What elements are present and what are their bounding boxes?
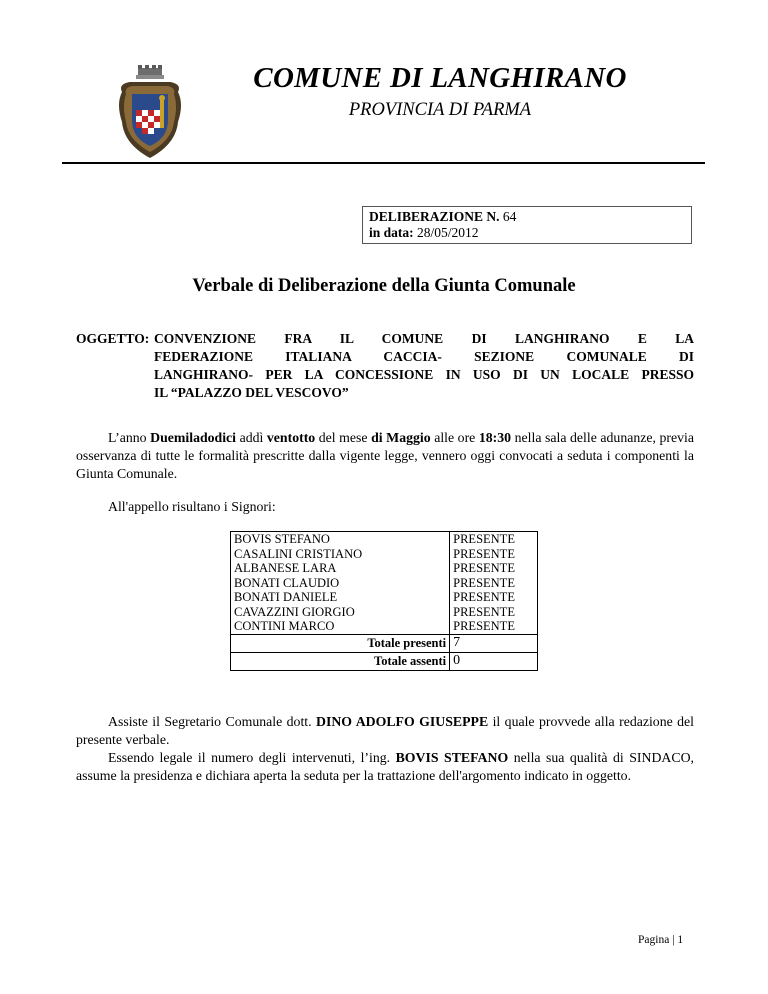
member-name: BONATI CLAUDIO xyxy=(234,575,340,590)
member-status: PRESENTE xyxy=(450,532,538,547)
document-heading: Verbale di Deliberazione della Giunta Comunale xyxy=(192,276,576,296)
intro-text: L’anno xyxy=(108,430,151,445)
header-divider xyxy=(62,162,705,164)
total-absent-label: Totale assenti xyxy=(231,652,450,670)
closing-line-1 xyxy=(76,713,694,749)
intro-text: del mese xyxy=(315,430,372,445)
member-name: BONATI DANIELE xyxy=(234,590,338,605)
table-row xyxy=(231,561,538,576)
closing-text: nella sua qualità di SINDACO, assume la presidenza e dichiara aperta la seduta per la trattazione dell'argomento indicato in oggetto. xyxy=(76,750,694,783)
closing-text: Essendo legale il numero degli intervenuti, l’ing. xyxy=(108,750,396,765)
page-subtitle: PROVINCIA DI PARMA xyxy=(348,100,532,120)
table-row xyxy=(231,619,538,634)
member-status: PRESENTE xyxy=(450,547,538,562)
page-number: Pagina | 1 xyxy=(638,934,684,946)
intro-year: Duemiladodici xyxy=(150,430,237,445)
table-row xyxy=(231,576,538,591)
page-title: COMUNE DI LANGHIRANO xyxy=(253,62,627,94)
total-present-label: Totale presenti xyxy=(231,634,450,652)
total-present-value: 7 xyxy=(450,634,538,652)
intro-text: alle ore xyxy=(430,430,479,445)
intro-text: addì xyxy=(236,430,267,445)
total-absent-row xyxy=(231,652,538,670)
closing-line-2 xyxy=(76,749,694,785)
total-absent-value: 0 xyxy=(450,652,538,670)
mayor-name: BOVIS STEFANO xyxy=(395,750,509,765)
table-row xyxy=(231,590,538,605)
member-status: PRESENTE xyxy=(450,605,538,620)
deliberation-number-label: DELIBERAZIONE N. xyxy=(369,209,500,224)
oggetto-section xyxy=(76,330,694,402)
comune-crest-logo xyxy=(112,64,188,164)
oggetto-line: FEDERAZIONE ITALIANA CACCIA- SEZIONE COMUNALE DI xyxy=(154,349,694,364)
closing-text: Assiste il Segretario Comunale dott. xyxy=(108,714,316,729)
intro-day: ventotto xyxy=(266,430,316,445)
deliberation-number: 64 xyxy=(502,209,517,224)
member-name: ALBANESE LARA xyxy=(234,561,337,576)
table-row xyxy=(231,605,538,620)
member-name: CAVAZZINI GIORGIO xyxy=(234,604,355,619)
deliberation-number-line xyxy=(369,209,685,225)
member-name: CONTINI MARCO xyxy=(234,619,335,634)
closing-paragraph xyxy=(76,713,694,785)
table-row xyxy=(231,532,538,547)
intro-text: nella sala delle adunanze, previa osservanza di tutte le formalità prescritte dalla vigente legge, vennero oggi convocati a seduta i componenti la Giunta Comunale. xyxy=(76,430,694,481)
attendance-table xyxy=(230,531,538,671)
deliberation-date-line xyxy=(369,225,685,241)
secretary-name: DINO ADOLFO GIUSEPPE xyxy=(316,714,489,729)
closing-text: il quale provvede alla redazione del presente verbale. xyxy=(76,714,695,747)
intro-paragraph xyxy=(76,429,694,483)
table-row xyxy=(231,547,538,562)
oggetto-line: CONVENZIONE FRA IL COMUNE DI LANGHIRANO E LA xyxy=(154,331,694,346)
member-status: PRESENTE xyxy=(450,561,538,576)
member-name: CASALINI CRISTIANO xyxy=(234,546,363,561)
deliberation-box xyxy=(362,206,692,244)
deliberation-date: 28/05/2012 xyxy=(417,225,479,240)
appello-text: All'appello risultano i Signori: xyxy=(108,499,276,514)
member-name: BOVIS STEFANO xyxy=(234,532,330,547)
member-status: PRESENTE xyxy=(450,590,538,605)
member-status: PRESENTE xyxy=(450,576,538,591)
oggetto-line: LANGHIRANO- PER LA CONCESSIONE IN USO DI UN LOCALE PRESSO xyxy=(154,367,694,382)
oggetto-label: OGGETTO: xyxy=(76,331,150,346)
deliberation-date-label: in data: xyxy=(369,225,414,240)
intro-month: di Maggio xyxy=(371,430,431,445)
total-present-row xyxy=(231,634,538,652)
oggetto-line: IL “PALAZZO DEL VESCOVO” xyxy=(154,385,349,400)
oggetto-text xyxy=(154,330,694,402)
member-status: PRESENTE xyxy=(450,619,538,634)
intro-time: 18:30 xyxy=(478,430,512,445)
